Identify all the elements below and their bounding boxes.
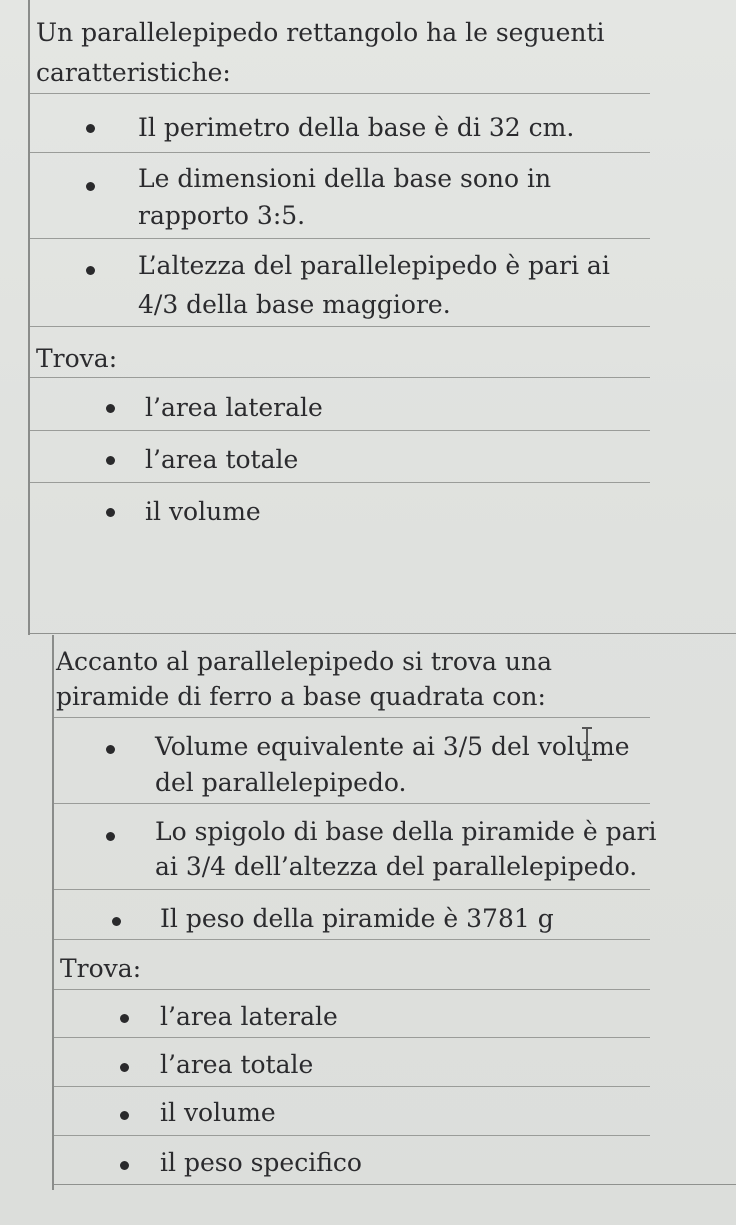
bullet-icon [120,1161,129,1170]
section1-left-border [28,0,30,635]
section1-intro-line1: Un parallelepipedo rettangolo ha le seguenti [36,18,605,47]
section2-intro-line2: piramide di ferro a base quadrata con: [56,682,546,711]
divider [54,939,650,940]
section1-find-item-lateral-area: l’area laterale [145,393,323,422]
divider [54,889,650,890]
divider [30,326,650,327]
section2-intro-line1: Accanto al parallelepipedo si trova una [56,647,552,676]
section1-feature-height-line2: 4/3 della base maggiore. [138,290,451,319]
bullet-icon [86,266,95,275]
section1-feature-ratio-line2: rapporto 3:5. [138,201,306,230]
section1-find-label: Trova: [36,344,118,373]
section2-find-item-lateral-area: l’area laterale [160,1002,338,1031]
divider [54,717,650,718]
bullet-icon [106,456,115,465]
divider [30,377,650,378]
bullet-icon [106,508,115,517]
bullet-icon [86,182,95,191]
divider [30,430,650,431]
section2-feature-edge-line2: ai 3/4 dell’altezza del parallelepipedo. [155,852,638,881]
divider [30,482,650,483]
text-cursor-icon [580,727,594,761]
section1-find-item-total-area: l’area totale [145,445,299,474]
bullet-icon [112,917,121,926]
section1-intro-line2: caratteristiche: [36,58,231,87]
bullet-icon [86,124,95,133]
section1-feature-height-line1: L’altezza del parallelepipedo è pari ai [138,251,610,280]
section2-feature-volume-line2: del parallelepipedo. [155,768,407,797]
bullet-icon [106,832,115,841]
section2-find-item-total-area: l’area totale [160,1050,314,1079]
bullet-icon [106,404,115,413]
section1-feature-ratio-line1: Le dimensioni della base sono in [138,164,552,193]
divider [30,238,650,239]
divider [54,1135,650,1136]
bullet-icon [120,1063,129,1072]
section1-feature-perimeter: Il perimetro della base è di 32 cm. [138,113,575,142]
divider [30,152,650,153]
section-separator [30,633,736,634]
bullet-icon [120,1111,129,1120]
section2-find-item-volume: il volume [160,1098,276,1127]
section2-feature-edge-line1: Lo spigolo di base della piramide è pari [155,817,657,846]
divider [54,803,650,804]
bullet-icon [120,1014,129,1023]
divider [54,1037,650,1038]
section2-left-border [52,635,54,1190]
section2-feature-weight: Il peso della piramide è 3781 g [160,904,554,933]
divider [54,989,650,990]
bullet-icon [106,745,115,754]
section2-find-label: Trova: [60,954,142,983]
section1-find-item-volume: il volume [145,497,261,526]
divider [30,93,650,94]
section2-feature-volume-line1: Volume equivalente ai 3/5 del volume [155,732,630,761]
divider [54,1184,736,1185]
section2-find-item-specific-weight: il peso specifico [160,1148,362,1177]
divider [54,1086,650,1087]
